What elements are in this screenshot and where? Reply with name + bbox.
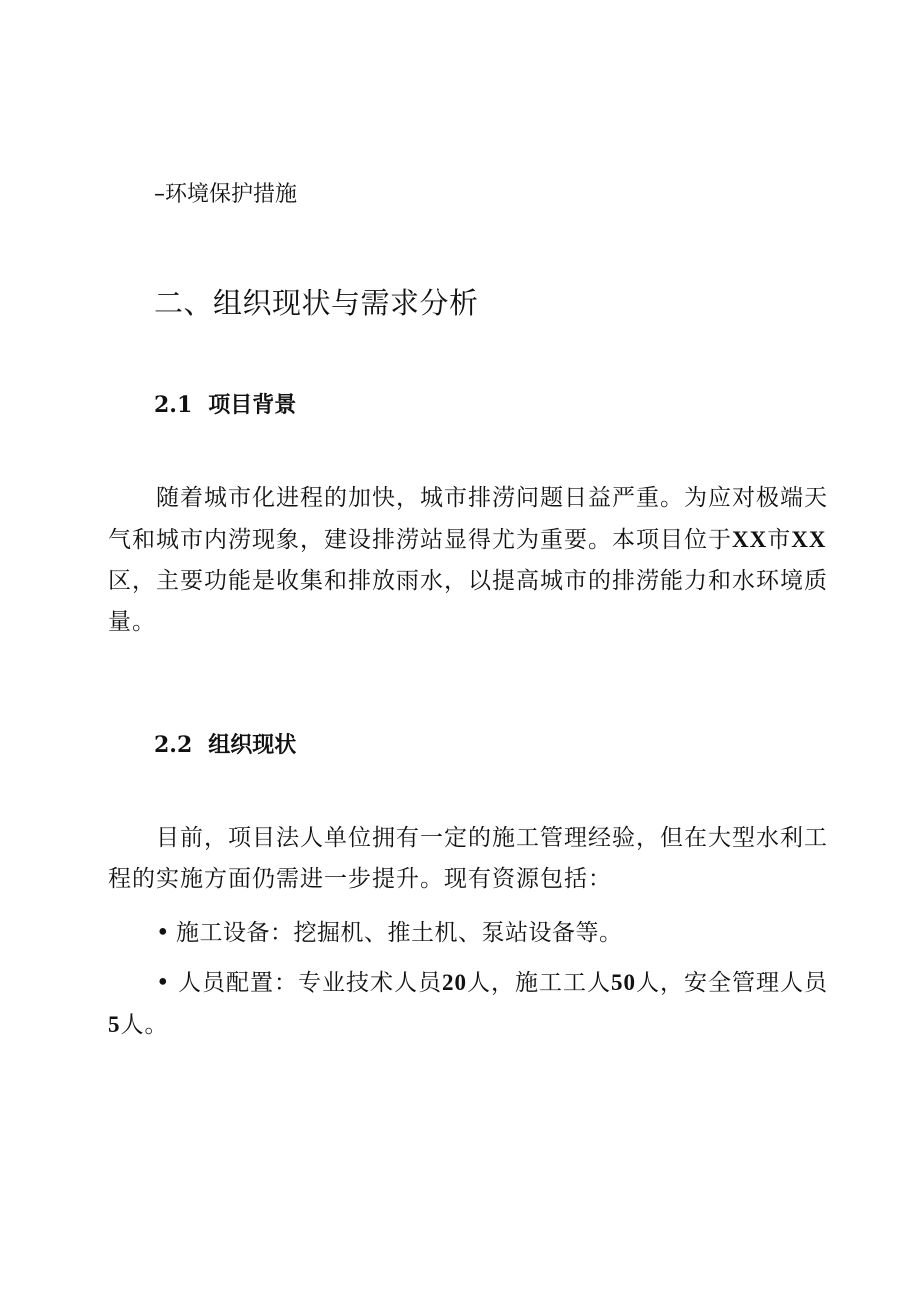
list-item-text: 人。: [120, 1012, 169, 1038]
paragraph-text: 程的实施方面仍需进一步提升。现有资源包括：: [108, 866, 612, 892]
section-heading: 二、组织现状与需求分析: [154, 286, 479, 320]
list-item-text: 施工设备：挖掘机、推土机、泵站设备等。: [176, 920, 623, 946]
paragraph-text: 目前，项目法人单位拥有一定的施工管理经验，但在大型水利工: [156, 825, 828, 851]
environment-protection-item: –环境保护措施: [154, 182, 298, 207]
subsection-title: 组织现状: [208, 733, 297, 758]
subsection-heading-2-2: [154, 729, 854, 762]
subsection-title: 项目背景: [208, 393, 297, 418]
subsection-heading-2-1: [154, 389, 854, 422]
list-item: [156, 918, 623, 948]
paragraph-number: XX: [791, 527, 827, 552]
project-background-paragraph: [108, 480, 828, 641]
list-item-text: 人，施工工人: [467, 970, 611, 996]
paragraph-line: [108, 521, 827, 559]
paragraph-text: 随着城市化进程的加快，城市排涝问题日益严重。为应对极端天: [156, 485, 828, 511]
list-item-number: 5: [108, 1012, 121, 1037]
paragraph-line: [108, 1006, 808, 1044]
paragraph-line: [108, 820, 828, 857]
paragraph-text: 气和城市内涝现象，建设排涝站显得尤为重要。本项目位于: [108, 527, 732, 553]
paragraph-line: [108, 604, 808, 641]
paragraph-number: XX: [732, 527, 768, 552]
list-item-text: 人，安全管理人员: [636, 970, 828, 996]
bullet-icon: •: [156, 970, 171, 996]
paragraph-line: [108, 480, 828, 517]
list-item-number: 20: [442, 970, 467, 995]
subsection-number: 2.1: [154, 392, 193, 418]
subsection-number: 2.2: [154, 732, 193, 758]
paragraph-text: 区，主要功能是收集和排放雨水，以提高城市的排涝能力和水环境质: [108, 568, 828, 594]
paragraph-text: 量。: [108, 609, 156, 635]
paragraph-line: [108, 964, 828, 1002]
list-item: [108, 964, 828, 1044]
organization-status-paragraph: [108, 820, 828, 898]
paragraph-line: [108, 861, 808, 898]
list-item-number: 50: [611, 970, 636, 995]
paragraph-line: [108, 563, 828, 600]
paragraph-text: 市: [767, 527, 792, 553]
bullet-icon: •: [156, 920, 170, 946]
list-item-text: 人员配置：专业技术人员: [178, 970, 442, 996]
